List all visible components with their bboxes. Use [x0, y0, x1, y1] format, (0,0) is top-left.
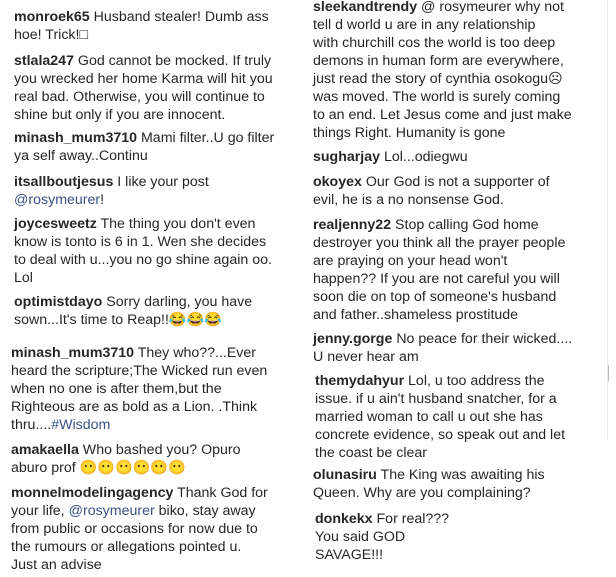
comment-username[interactable]: olunasiru — [313, 467, 377, 483]
comment-username[interactable]: minash_mum3710 — [14, 130, 138, 146]
comment-text: Our God is not a supporter of evil, he is a no nonsense God. — [313, 174, 550, 208]
comment — [11, 441, 301, 477]
comment — [11, 344, 301, 434]
comment-text: They who??...Ever heard the scripture;The Wicked run even when no one is after them,but the Righteous are as bold as a Lion. .Think thru.... — [11, 345, 268, 433]
comment-text: No peace for their wicked.... U never hear am — [313, 331, 573, 365]
comment-text: Who bashed you? Opuro aburo prof 😶😶😶😶😶😶 — [11, 442, 241, 476]
comment-username[interactable]: donkekx — [315, 511, 373, 527]
comment-username[interactable]: jenny.gorge — [313, 331, 393, 347]
user-mention-link[interactable]: @rosymeurer — [68, 503, 155, 519]
comment-username[interactable]: stlala247 — [14, 53, 74, 69]
comment-username[interactable]: sugharjay — [313, 149, 381, 165]
comment-username[interactable]: itsallboutjesus — [14, 174, 114, 190]
comment — [14, 52, 304, 124]
comment-username[interactable]: realjenny22 — [313, 217, 392, 233]
comment-text: The thing you don't even know is tonto is 6 in 1. Wen she decides to deal with u...you no go shine again oo. Lol — [14, 216, 272, 286]
comment — [14, 8, 289, 44]
comment-text: God cannot be mocked. If truly you wrecked her home Karma will hit you real bad. Otherwise, you will continue to shine but only if you are innocent. — [14, 53, 273, 123]
comment-username[interactable]: joycesweetz — [14, 216, 97, 232]
comment — [313, 330, 605, 366]
comment-text: For real??? You said GOD SAVAGE!!! — [315, 511, 450, 563]
comment — [313, 173, 605, 209]
comment-text: Thank God for your life, — [11, 485, 268, 519]
comment — [313, 148, 605, 166]
comment — [11, 484, 301, 574]
comment-text: Sorry darling, you have sown...It's time to Reap!!😂😂😂 — [14, 294, 253, 328]
comment-username[interactable]: monnelmodelingagency — [11, 485, 174, 501]
comment-text: I like your post — [117, 174, 209, 190]
comment-text: Lol...odiegwu — [383, 149, 468, 165]
comment — [14, 129, 304, 165]
comment-username[interactable]: amakaella — [11, 442, 79, 458]
comment — [313, 216, 605, 324]
comment-username[interactable]: optimistdayo — [14, 294, 103, 310]
comment-text: Husband stealer! Dumb ass hoe! Trick!□ — [14, 9, 269, 43]
comment — [315, 510, 607, 564]
comment — [315, 372, 607, 462]
hashtag-link[interactable]: #Wisdom — [51, 417, 111, 433]
comment-text-tail: biko, stay away from public or occasions for now due to the rumours or allegations pointed u. Just an advise — [11, 503, 258, 573]
comment — [313, 0, 605, 142]
comment-text: Lol, u too address the issue. if u ain't husband snatcher, for a married woman to call u out she has concrete evidence, so speak out and let the coast be clear — [315, 373, 566, 461]
comment-text: Mami filter..U go filter ya self away..Continu — [14, 130, 275, 164]
comment-username[interactable]: themydahyur — [315, 373, 405, 389]
comment — [14, 215, 304, 287]
comment-username[interactable]: monroek65 — [14, 9, 90, 25]
comment — [313, 466, 605, 502]
comment-text: Stop calling God home destroyer you think all the prayer people are praying on your head won't happen?? If you are not careful you will soon die on top of someone's husband and father..shameless prostitude — [313, 217, 566, 323]
scrollbar-mark — [608, 365, 609, 381]
comment — [14, 293, 304, 329]
comment-username[interactable]: okoyex — [313, 174, 362, 190]
comment-text: The King was awaiting his Queen. Why are you complaining? — [313, 467, 545, 501]
comment-text: @ rosymeurer why not tell d world u are in any relationship with churchill cos the world is too deep demons in human form are everywhere, just read the story of cynthia osokogu☹ was moved. The world is surely coming to an end. Let Jesus come and just make things Right. Humanity is gone — [313, 0, 572, 141]
comment-username[interactable]: minash_mum3710 — [11, 345, 135, 361]
comment-text-tail: ! — [100, 192, 105, 208]
comment-username[interactable]: sleekandtrendy — [313, 0, 418, 15]
comment — [14, 173, 304, 209]
user-mention-link[interactable]: @rosymeurer — [14, 192, 101, 208]
